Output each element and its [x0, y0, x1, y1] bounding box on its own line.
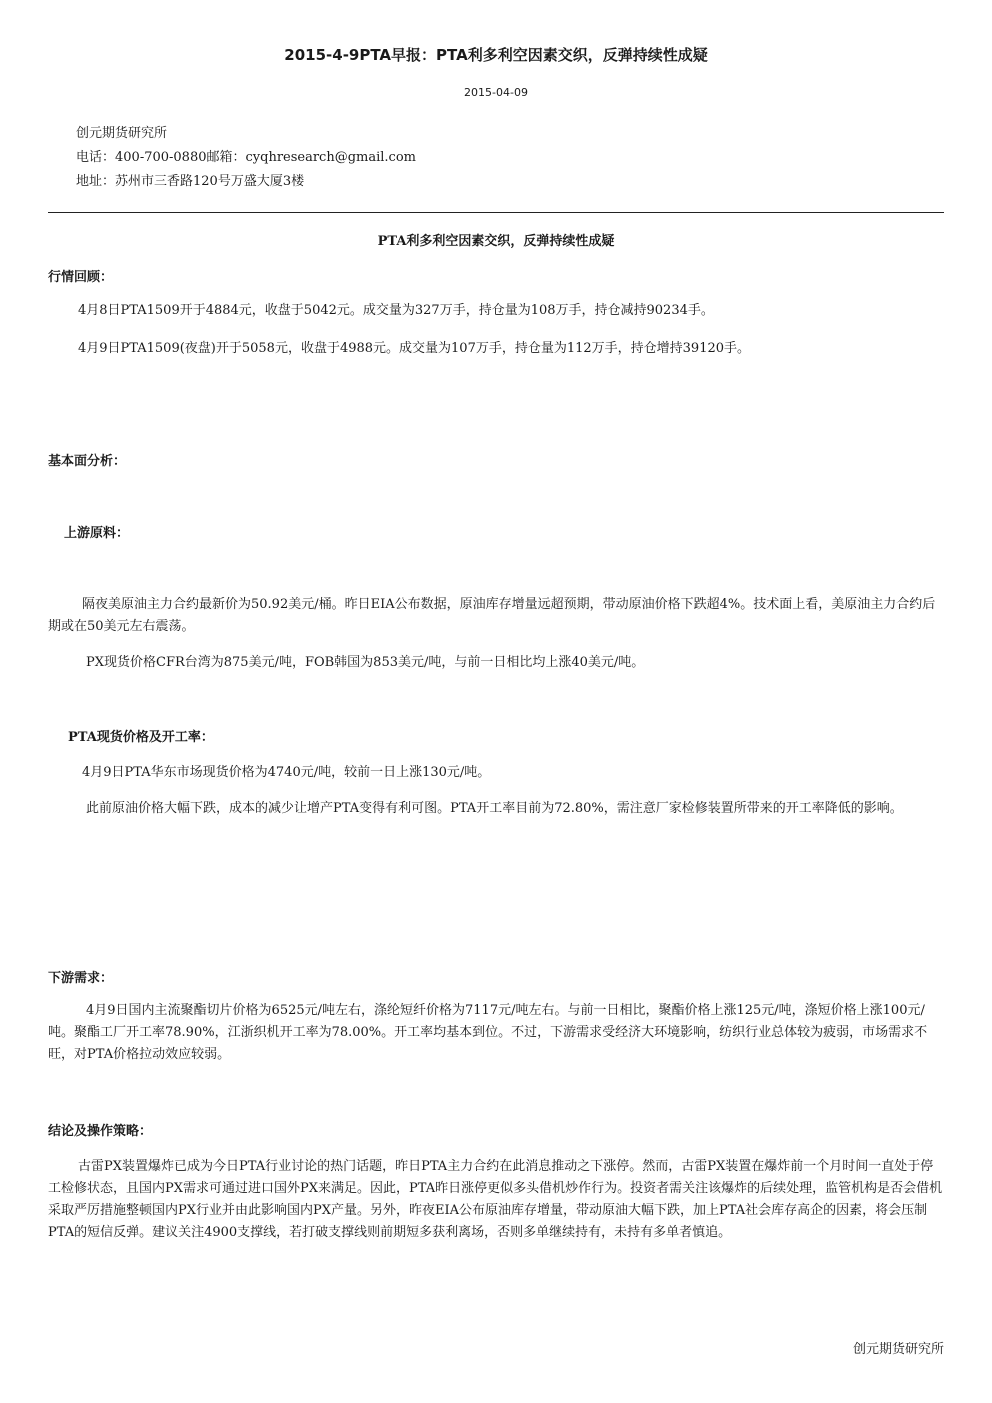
report-date: 2015-04-09 [464, 86, 528, 99]
spot-paragraph-2: 此前原油价格大幅下跌，成本的减少让增产PTA变得有利可图。PTA开工率目前为72.80%，需注意厂家检修装置所带来的开工率降低的影响。 [86, 801, 903, 816]
downstream-heading: 下游需求： [48, 971, 114, 986]
article-subtitle: PTA利多利空因素交织，反弹持续性成疑 [377, 234, 615, 249]
review-paragraph-2: 4月9日PTA1509(夜盘)开于5058元，收盘于4988元。成交量为107万手，持仓量为112万手，持仓增持39120手。 [78, 341, 751, 356]
downstream-paragraph-1: 4月9日国内主流聚酯切片价格为6525元/吨左右，涤纶短纤价格为7117元/吨左右。与前一日相比，聚酯价格上涨125元/吨，涤短价格上涨100元/吨。聚酯工厂开工率78.90%，江浙织机开工率为78.00%。开工率均基本到位。不过，下游需求受经济大环境影响，纺织行业总体较为疲弱，市场需求不旺，对PTA价格拉动效应较弱。 [48, 1003, 928, 1062]
upstream-heading: 上游原料： [64, 526, 130, 541]
conclusion-paragraph-1: 古雷PX装置爆炸已成为今日PTA行业讨论的热门话题，昨日PTA主力合约在此消息推动之下涨停。然而，古雷PX装置在爆炸前一个月时间一直处于停工检修状态，且国内PX需求可通过进口国外PX来满足。因此，PTA昨日涨停更似多头借机炒作行为。投资者需关注该爆炸的后续处理，监管机构是否会借机采取严厉措施整顿国内PX行业并由此影响国内PX产量。另外，昨夜EIA公布原油库存增量，带动原油大幅下跌，加上PTA社会库存高企的因素，将会压制PTA的短信反弹。建议关注4900支撑线，若打破支撑线则前期短多获利离场，否则多单继续持有，未持有多单者慎追。 [48, 1159, 943, 1240]
report-title: 2015-4-9PTA早报：PTA利多利空因素交织，反弹持续性成疑 [284, 46, 708, 64]
upstream-paragraph-1: 隔夜美原油主力合约最新价为50.92美元/桶。昨日EIA公布数据，原油库存增量远超预期，带动原油价格下跌超4%。技术面上看，美原油主力合约后期或在50美元左右震荡。 [48, 597, 936, 634]
spot-paragraph-1: 4月9日PTA华东市场现货价格为4740元/吨，较前一日上涨130元/吨。 [82, 765, 491, 780]
org-name: 创元期货研究所 [76, 126, 168, 141]
address: 地址：苏州市三香路120号万盛大厦3楼 [76, 174, 305, 189]
review-paragraph-1: 4月8日PTA1509开于4884元，收盘于5042元。成交量为327万手，持仓量为108万手，持仓减持90234手。 [78, 303, 714, 318]
phone-email: 电话：400-700-0880邮箱：cyqhresearch@gmail.com [76, 150, 416, 165]
fundamental-heading: 基本面分析： [48, 454, 127, 469]
conclusion-heading: 结论及操作策略： [48, 1124, 153, 1139]
upstream-paragraph-2: PX现货价格CFR台湾为875美元/吨，FOB韩国为853美元/吨，与前一日相比均上涨40美元/吨。 [86, 655, 645, 670]
spot-heading: PTA现货价格及开工率： [68, 730, 214, 745]
review-heading: 行情回顾： [48, 270, 114, 285]
footer-org: 创元期货研究所 [852, 1342, 944, 1357]
header-divider [48, 212, 944, 213]
contact-block [76, 122, 416, 194]
